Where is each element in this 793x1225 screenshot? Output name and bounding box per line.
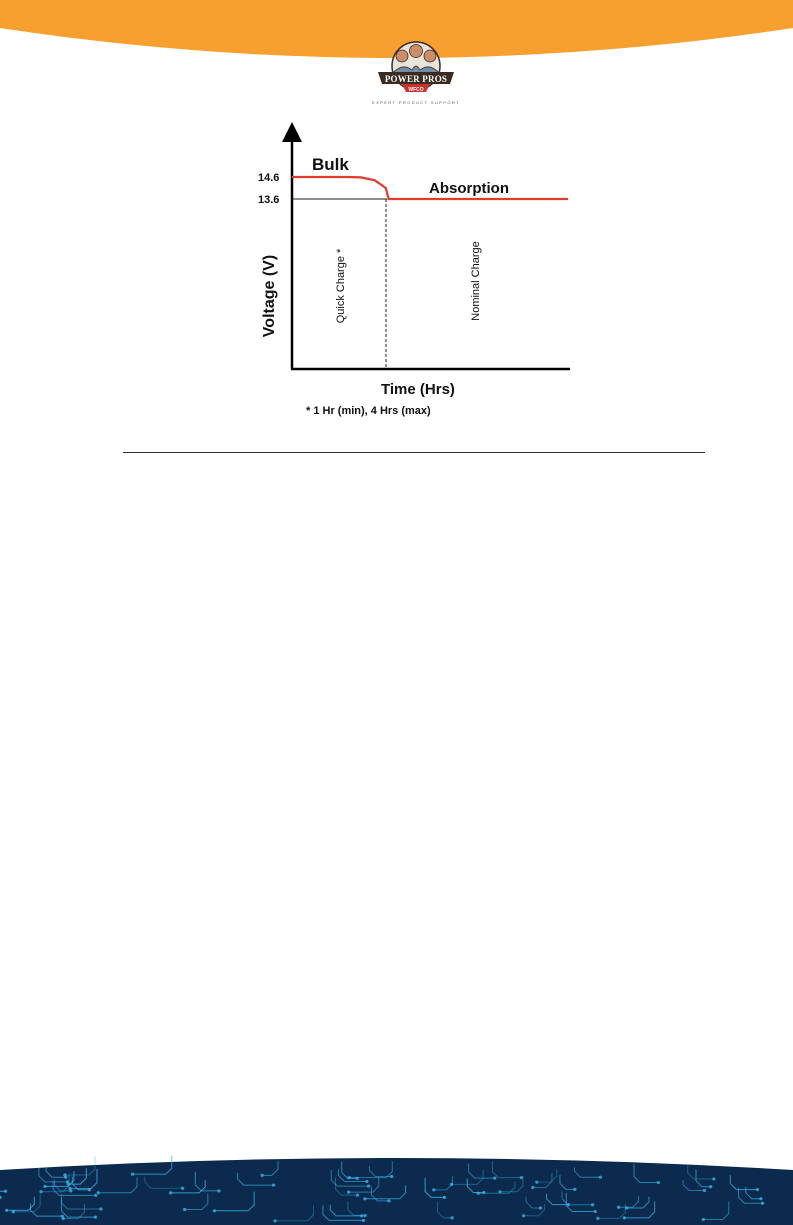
y-tick-label-13-6: 13.6 bbox=[258, 194, 280, 206]
circuit-footer-band bbox=[0, 1150, 793, 1225]
logo-sub-text: WFCO bbox=[408, 87, 424, 93]
logo-brand-text: POWER PROS bbox=[384, 74, 448, 84]
y-tick-label-14-6: 14.6 bbox=[258, 172, 280, 184]
bulk-label: Bulk bbox=[312, 155, 349, 174]
absorption-label: Absorption bbox=[429, 180, 509, 197]
region-label-quick-charge: Quick Charge * bbox=[335, 248, 347, 324]
charging-profile-chart bbox=[250, 122, 590, 432]
logo-tagline: EXPERT PRODUCT SUPPORT bbox=[372, 100, 460, 105]
chart-footnote: * 1 Hr (min), 4 Hrs (max) bbox=[306, 405, 431, 417]
power-pros-badge-icon bbox=[368, 36, 464, 108]
power-pros-logo bbox=[368, 36, 464, 108]
region-label-nominal-charge: Nominal Charge bbox=[470, 241, 482, 321]
x-axis-title: Time (Hrs) bbox=[381, 381, 455, 398]
section-separator bbox=[123, 452, 705, 453]
y-axis-title: Voltage (V) bbox=[261, 254, 278, 338]
